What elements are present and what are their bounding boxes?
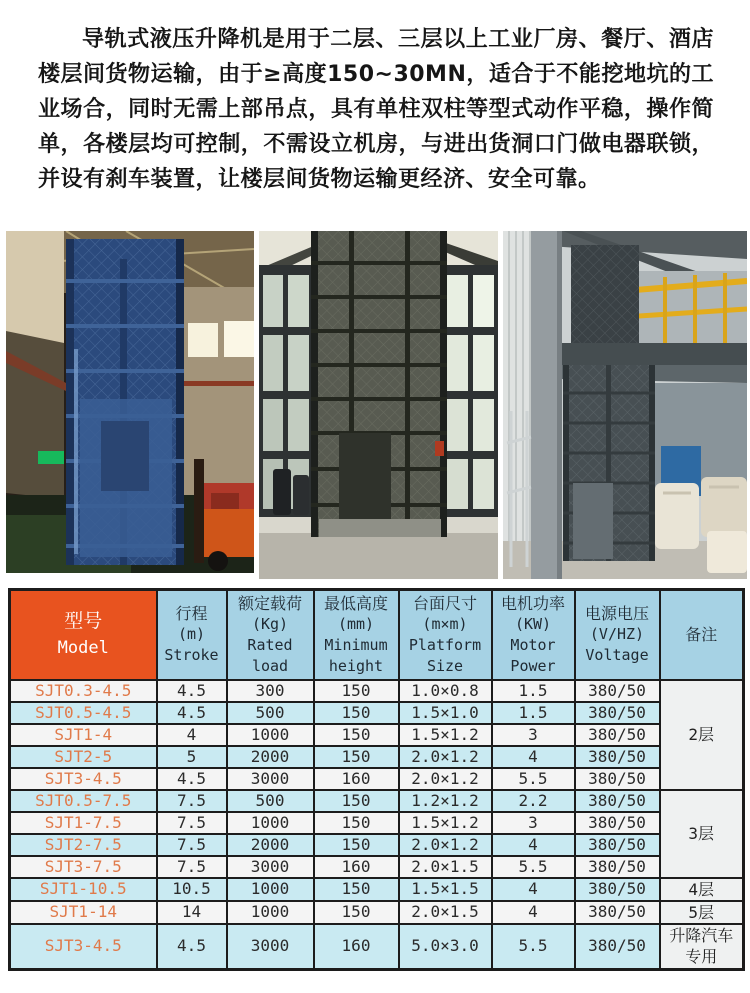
- right-windows: [443, 265, 498, 517]
- load-cell: 1000: [227, 812, 314, 834]
- stroke-cell: 7.5: [157, 856, 227, 878]
- col-header-remark: [660, 590, 744, 680]
- power-cell: 4: [492, 901, 575, 924]
- platform-cell: 1.5×1.5: [399, 878, 492, 901]
- power-cell: 5.5: [492, 856, 575, 878]
- min-height-cell: 150: [314, 746, 399, 768]
- power-cell: 2.2: [492, 790, 575, 812]
- spec-row: [10, 812, 744, 834]
- col-header-motor-power: [492, 590, 575, 680]
- stroke-cell: 5: [157, 746, 227, 768]
- spec-header-row: [10, 590, 744, 680]
- stroke-cell: 4.5: [157, 702, 227, 724]
- exit-sign: [38, 451, 64, 464]
- min-height-cell: 150: [314, 790, 399, 812]
- header-unit: (mm): [337, 614, 375, 633]
- header-unit: (Kg): [251, 614, 289, 633]
- min-height-cell: 160: [314, 856, 399, 878]
- load-cell: 2000: [227, 834, 314, 856]
- model-cell: SJT3-7.5: [10, 856, 157, 878]
- steel-column: [531, 231, 561, 579]
- header-en: Voltage: [585, 646, 649, 665]
- stroke-cell: 4.5: [157, 680, 227, 702]
- min-height-cell: 150: [314, 834, 399, 856]
- platform-cell: 1.5×1.0: [399, 702, 492, 724]
- photo-blue-lift-warehouse: [6, 231, 254, 573]
- power-cell: 1.5: [492, 680, 575, 702]
- stroke-cell: 14: [157, 901, 227, 924]
- load-cell: 1000: [227, 878, 314, 901]
- remark-cell: 升降汽车专用: [660, 924, 744, 970]
- col-header-voltage: [575, 590, 660, 680]
- header-unit: (KW): [514, 614, 552, 633]
- power-cell: 5.5: [492, 768, 575, 790]
- model-cell: SJT0.5-4.5: [10, 702, 157, 724]
- header-en: Model: [57, 637, 109, 658]
- header-en: Platform Size: [408, 635, 482, 675]
- model-cell: SJT2-7.5: [10, 834, 157, 856]
- platform-cell: 1.2×1.2: [399, 790, 492, 812]
- voltage-cell: 380/50: [575, 702, 660, 724]
- col-header-min-height: [314, 590, 399, 680]
- min-height-cell: 150: [314, 901, 399, 924]
- blue-lift-cage: [66, 239, 184, 565]
- header-en: Rated load: [247, 635, 293, 675]
- photo-black-lift-workshop: [259, 231, 498, 579]
- spec-row: [10, 924, 744, 970]
- header-en: Stroke: [164, 646, 219, 665]
- stroke-cell: 7.5: [157, 834, 227, 856]
- voltage-cell: 380/50: [575, 901, 660, 924]
- min-height-cell: 150: [314, 724, 399, 746]
- voltage-cell: 380/50: [575, 746, 660, 768]
- black-lift-photo-illustration: [259, 231, 498, 579]
- voltage-cell: 380/50: [575, 790, 660, 812]
- voltage-cell: 380/50: [575, 924, 660, 970]
- stroke-cell: 4.5: [157, 768, 227, 790]
- load-cell: 3000: [227, 924, 314, 970]
- header-zh: 电机功率: [500, 593, 565, 613]
- power-cell: 4: [492, 834, 575, 856]
- model-cell: SJT0.5-7.5: [10, 790, 157, 812]
- header-zh: 最低高度: [323, 593, 388, 613]
- model-cell: SJT1-7.5: [10, 812, 157, 834]
- load-cell: 1000: [227, 724, 314, 746]
- spec-row: [10, 834, 744, 856]
- platform-cell: 5.0×3.0: [399, 924, 492, 970]
- spec-table-body: [10, 680, 744, 970]
- model-cell: SJT0.3-4.5: [10, 680, 157, 702]
- spec-row: [10, 724, 744, 746]
- platform-cell: 1.5×1.2: [399, 724, 492, 746]
- power-cell: 5.5: [492, 924, 575, 970]
- power-cell: 4: [492, 746, 575, 768]
- spec-row: [10, 901, 744, 924]
- model-cell: SJT1-10.5: [10, 878, 157, 901]
- model-cell: SJT1-14: [10, 901, 157, 924]
- mezzanine-floor: [558, 343, 747, 365]
- header-zh: 台面尺寸: [412, 593, 477, 613]
- header-en: Motor Power: [510, 635, 556, 675]
- spec-row: [10, 768, 744, 790]
- stroke-cell: 7.5: [157, 790, 227, 812]
- min-height-cell: 150: [314, 812, 399, 834]
- header-unit: (V/HZ): [589, 625, 645, 644]
- spec-row: [10, 702, 744, 724]
- platform-cell: 2.0×1.5: [399, 901, 492, 924]
- min-height-cell: 150: [314, 702, 399, 724]
- spec-row: [10, 746, 744, 768]
- spec-row: [10, 878, 744, 901]
- blue-lift-photo-illustration: [6, 231, 254, 573]
- stroke-cell: 10.5: [157, 878, 227, 901]
- load-cell: 500: [227, 790, 314, 812]
- col-header-stroke: [157, 590, 227, 680]
- header-zh: 额定载荷: [237, 593, 302, 613]
- remark-cell: 2层: [660, 680, 744, 790]
- spec-table: [8, 588, 745, 971]
- model-cell: SJT1-4: [10, 724, 157, 746]
- power-cell: 3: [492, 724, 575, 746]
- spec-row: [10, 790, 744, 812]
- remark-cell: 5层: [660, 901, 744, 924]
- load-cell: 3000: [227, 856, 314, 878]
- stroke-cell: 4: [157, 724, 227, 746]
- voltage-cell: 380/50: [575, 680, 660, 702]
- product-description: 导轨式液压升降机是用于二层、三层以上工业厂房、餐厅、酒店楼层间货物运输，由于≥高度150~30MN，适合于不能挖地坑的工业场合，同时无需上部吊点，具有单柱双柱等型式动作平稳，操作简单，各楼层均可控制，不需设立机房，与进出货洞口门做电器联锁，并设有刹车装置，让楼层间货物运输更经济、安全可靠。: [38, 27, 714, 192]
- platform-cell: 2.0×1.2: [399, 834, 492, 856]
- load-cell: 300: [227, 680, 314, 702]
- grey-lift-photo-illustration: [503, 231, 747, 579]
- min-height-cell: 150: [314, 680, 399, 702]
- header-zh: 行程: [175, 604, 208, 624]
- product-photos: [6, 231, 750, 579]
- platform-cell: 2.0×1.5: [399, 856, 492, 878]
- model-cell: SJT3-4.5: [10, 924, 157, 970]
- stroke-cell: 7.5: [157, 812, 227, 834]
- header-zh: 备注: [685, 625, 718, 645]
- remark-cell: 3层: [660, 790, 744, 878]
- platform-cell: 2.0×1.2: [399, 768, 492, 790]
- model-cell: SJT3-4.5: [10, 768, 157, 790]
- min-height-cell: 160: [314, 924, 399, 970]
- stroke-cell: 4.5: [157, 924, 227, 970]
- header-en: Minimum height: [324, 635, 388, 675]
- header-zh: 型号: [64, 609, 103, 632]
- voltage-cell: 380/50: [575, 812, 660, 834]
- voltage-cell: 380/50: [575, 856, 660, 878]
- photo-grey-lift-mezzanine: [503, 231, 747, 579]
- power-cell: 1.5: [492, 702, 575, 724]
- load-cell: 1000: [227, 901, 314, 924]
- voltage-cell: 380/50: [575, 834, 660, 856]
- power-cell: 4: [492, 878, 575, 901]
- voltage-cell: 380/50: [575, 768, 660, 790]
- voltage-cell: 380/50: [575, 724, 660, 746]
- power-cell: 3: [492, 812, 575, 834]
- remark-cell: 4层: [660, 878, 744, 901]
- min-height-cell: 150: [314, 878, 399, 901]
- min-height-cell: 160: [314, 768, 399, 790]
- header-zh: 电源电压: [584, 604, 649, 624]
- spec-row: [10, 680, 744, 702]
- model-cell: SJT2-5: [10, 746, 157, 768]
- header-unit: (m): [177, 625, 206, 644]
- platform-cell: 1.5×1.2: [399, 812, 492, 834]
- load-cell: 2000: [227, 746, 314, 768]
- col-header-model: [10, 590, 157, 680]
- col-header-platform-size: [399, 590, 492, 680]
- platform-cell: 1.0×0.8: [399, 680, 492, 702]
- col-header-rated-load: [227, 590, 314, 680]
- grey-lift-cage: [563, 365, 655, 561]
- platform-cell: 2.0×1.2: [399, 746, 492, 768]
- voltage-cell: 380/50: [575, 878, 660, 901]
- load-cell: 500: [227, 702, 314, 724]
- spec-row: [10, 856, 744, 878]
- load-cell: 3000: [227, 768, 314, 790]
- header-unit: (m×m): [422, 614, 468, 633]
- black-lift-cage: [311, 231, 447, 537]
